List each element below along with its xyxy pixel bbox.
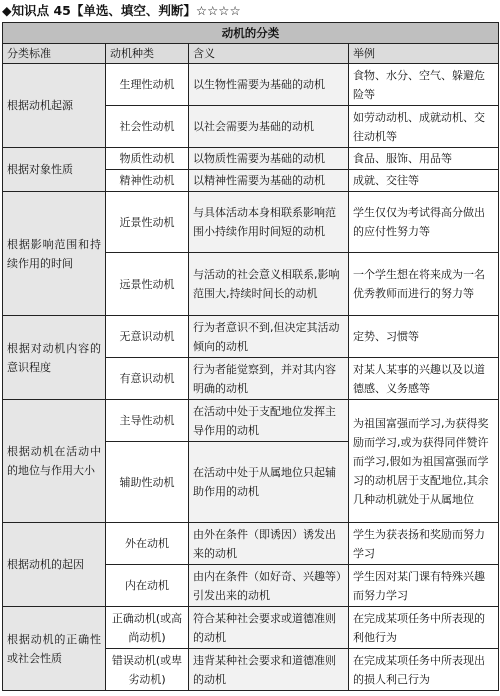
definition-cell: 符合某种社会要求或道德准则的动机 [189, 607, 349, 649]
type-cell: 社会性动机 [106, 106, 189, 148]
table-row [3, 400, 499, 442]
definition-cell: 与活动的社会意义相联系,影响范围大,持续时间长的动机 [189, 253, 349, 316]
table-row [3, 523, 499, 565]
example-cell: 对某人某事的兴趣以及以道德感、义务感等 [349, 358, 499, 400]
definition-cell: 行为者意识不到,但决定其活动倾向的动机 [189, 316, 349, 358]
definition-cell: 行为者能觉察到，并对其内容明确的动机 [189, 358, 349, 400]
type-cell: 精神性动机 [106, 170, 189, 192]
type-cell: 无意识动机 [106, 316, 189, 358]
category-cell: 根据对动机内容的意识程度 [3, 316, 106, 400]
type-cell: 错误动机(或卑劣动机) [106, 649, 189, 691]
definition-cell: 违背某种社会要求和道德准则的动机 [189, 649, 349, 691]
definition-cell: 在活动中处于从属地位只起辅助作用的动机 [189, 442, 349, 523]
category-cell: 根据动机的起因 [3, 523, 106, 607]
example-cell: 学生仅仅为考试得高分做出的应付性努力等 [349, 192, 499, 253]
category-cell: 根据对象性质 [3, 148, 106, 192]
definition-cell: 在活动中处于支配地位发挥主导作用的动机 [189, 400, 349, 442]
type-cell: 远景性动机 [106, 253, 189, 316]
example-cell: 食品、服饰、用品等 [349, 148, 499, 170]
type-cell: 物质性动机 [106, 148, 189, 170]
definition-cell: 以社会需要为基础的动机 [189, 106, 349, 148]
column-header-row [3, 44, 499, 64]
type-cell: 外在动机 [106, 523, 189, 565]
motive-classification-table [2, 22, 499, 691]
definition-cell: 以生物性需要为基础的动机 [189, 64, 349, 106]
column-header: 分类标准 [3, 44, 106, 64]
category-cell: 根据动机的正确性或社会性质 [3, 607, 106, 691]
example-cell: 成就、交往等 [349, 170, 499, 192]
category-cell: 根据动机在活动中的地位与作用大小 [3, 400, 106, 523]
type-cell: 近景性动机 [106, 192, 189, 253]
definition-cell: 由外在条件（即诱因）诱发出来的动机 [189, 523, 349, 565]
table-title-row [3, 23, 499, 44]
table-row [3, 607, 499, 649]
type-cell: 内在动机 [106, 565, 189, 607]
example-cell: 为祖国富强而学习,为获得奖励而学习,或为获得同伴赞许而学习,假如为祖国富强而学习的动机居于支配地位,其余几种动机就处于从属地位 [349, 400, 499, 523]
definition-cell: 以精神性需要为基础的动机 [189, 170, 349, 192]
type-cell: 正确动机(或高尚动机) [106, 607, 189, 649]
type-cell: 有意识动机 [106, 358, 189, 400]
definition-cell: 以物质性需要为基础的动机 [189, 148, 349, 170]
table-row [3, 64, 499, 106]
category-cell: 根据动机起源 [3, 64, 106, 148]
example-cell: 在完成某项任务中所表现的利他行为 [349, 607, 499, 649]
table-row [3, 192, 499, 253]
example-cell: 在完成某项任务中所表现出的损人利己行为 [349, 649, 499, 691]
column-header: 举例 [349, 44, 499, 64]
column-header: 动机种类 [106, 44, 189, 64]
table-row [3, 316, 499, 358]
section-heading: ◆知识点 45【单选、填空、判断】☆☆☆☆ [2, 3, 241, 18]
column-header: 含义 [189, 44, 349, 64]
type-cell: 生理性动机 [106, 64, 189, 106]
type-cell: 辅助性动机 [106, 442, 189, 523]
example-cell: 定势、习惯等 [349, 316, 499, 358]
example-cell: 一个学生想在将来成为一名优秀教师而进行的努力等 [349, 253, 499, 316]
category-cell: 根据影响范围和持续作用的时间 [3, 192, 106, 316]
table-row [3, 148, 499, 170]
example-cell: 食物、水分、空气、躲避危险等 [349, 64, 499, 106]
type-cell: 主导性动机 [106, 400, 189, 442]
definition-cell: 由内在条件（如好奇、兴趣等）引发出来的动机 [189, 565, 349, 607]
example-cell: 如劳动动机、成就动机、交往动机等 [349, 106, 499, 148]
example-cell: 学生为获表扬和奖励而努力学习 [349, 523, 499, 565]
table-title: 动机的分类 [3, 23, 499, 44]
example-cell: 学生因对某门课有特殊兴趣而努力学习 [349, 565, 499, 607]
definition-cell: 与具体活动本身相联系影响范围小持续作用时间短的动机 [189, 192, 349, 253]
